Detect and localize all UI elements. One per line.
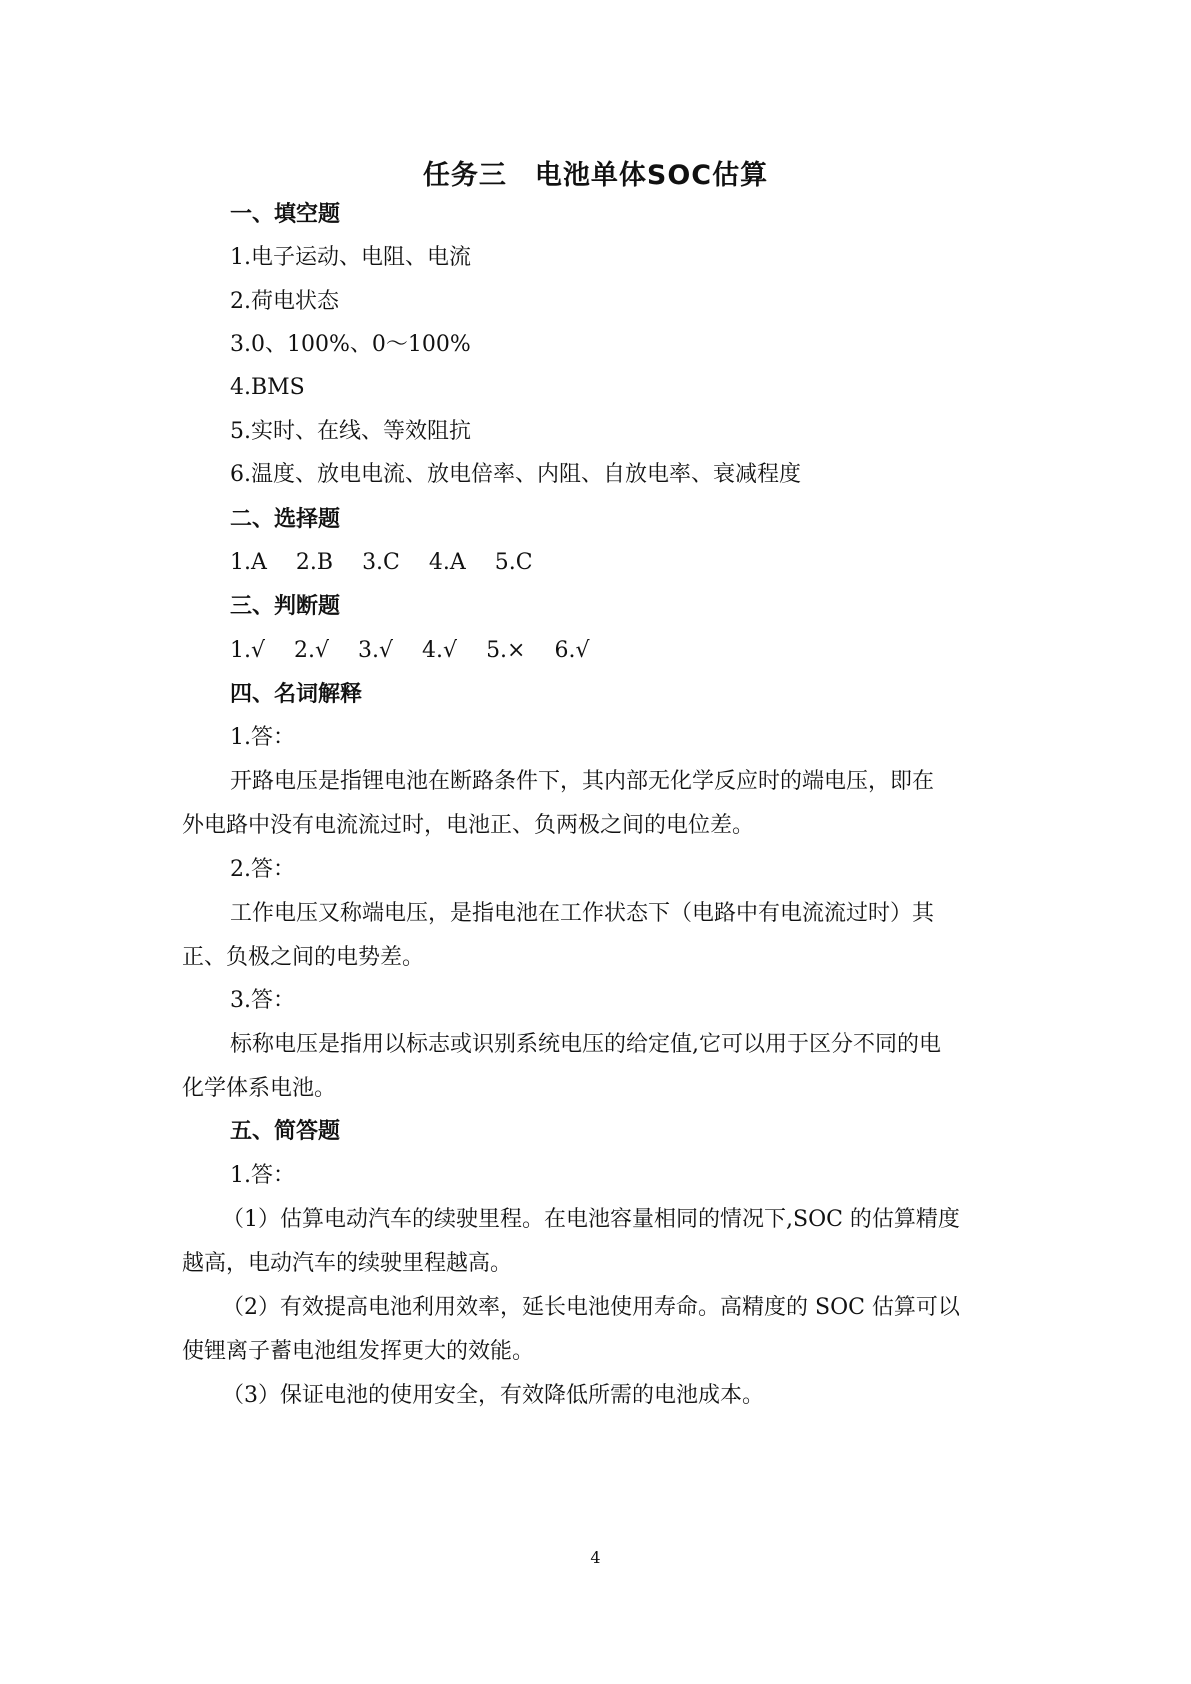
choice-answer: 2.B [295, 550, 334, 575]
section-heading-terms: 四、名词解释 [230, 682, 363, 707]
section-heading-short-answer: 五、简答题 [230, 1119, 341, 1144]
answer-label: 1.答： [230, 1163, 295, 1188]
paragraph-line: 正、负极之间的电势差。 [182, 945, 425, 970]
judge-answer: 4.√ [422, 638, 458, 663]
choice-answer: 1.A [230, 550, 267, 575]
answer-label: 3.答： [230, 988, 295, 1013]
page-title: 任务三 电池单体SOC估算 [422, 160, 769, 191]
answer-line: 5.实时、在线、等效阻抗 [230, 419, 471, 444]
paragraph-line: 越高，电动汽车的续驶里程越高。 [182, 1251, 513, 1276]
paragraph-line: 工作电压又称端电压，是指电池在工作状态下（电路中有电流流过时）其 [230, 901, 935, 926]
answer-line: 1.电子运动、电阻、电流 [230, 245, 471, 270]
judge-answers [230, 636, 612, 666]
section-heading-judge: 三、判断题 [230, 594, 341, 619]
paragraph-line: 外电路中没有电流流过时，电池正、负两极之间的电位差。 [182, 813, 755, 838]
paragraph-line: 开路电压是指锂电池在断路条件下，其内部无化学反应时的端电压，即在 [230, 769, 935, 794]
answer-line: 4.BMS [230, 375, 305, 400]
page-number: 4 [590, 1548, 601, 1567]
choice-answer: 4.A [428, 550, 466, 575]
choice-answer: 5.C [494, 550, 533, 575]
answer-line: 6.温度、放电电流、放电倍率、内阻、自放电率、衰减程度 [230, 462, 801, 487]
answer-label: 1.答： [230, 725, 295, 750]
answer-line: 2.荷电状态 [230, 289, 339, 314]
judge-answer: 1.√ [230, 638, 266, 663]
paragraph-line: （2）有效提高电池利用效率，延长电池使用寿命。高精度的 SOC 估算可以 [222, 1295, 960, 1320]
judge-answer: 5.× [486, 638, 526, 663]
judge-answer: 6.√ [554, 638, 590, 663]
section-heading-choice: 二、选择题 [230, 507, 341, 532]
paragraph-line: （3）保证电池的使用安全，有效降低所需的电池成本。 [222, 1383, 764, 1408]
paragraph-line: 使锂离子蓄电池组发挥更大的效能。 [182, 1339, 535, 1364]
paragraph-line: 化学体系电池。 [182, 1076, 337, 1101]
choice-answer: 3.C [362, 550, 400, 575]
choice-answers [230, 548, 555, 578]
section-heading-fill-blank: 一、填空题 [230, 202, 341, 227]
judge-answer: 2.√ [294, 638, 330, 663]
paragraph-line: 标称电压是指用以标志或识别系统电压的给定值,它可以用于区分不同的电 [230, 1032, 941, 1057]
judge-answer: 3.√ [358, 638, 394, 663]
answer-line: 3.0、100%、0～100% [230, 332, 471, 357]
paragraph-line: （1）估算电动汽车的续驶里程。在电池容量相同的情况下,SOC 的估算精度 [222, 1207, 960, 1232]
answer-label: 2.答： [230, 857, 295, 882]
